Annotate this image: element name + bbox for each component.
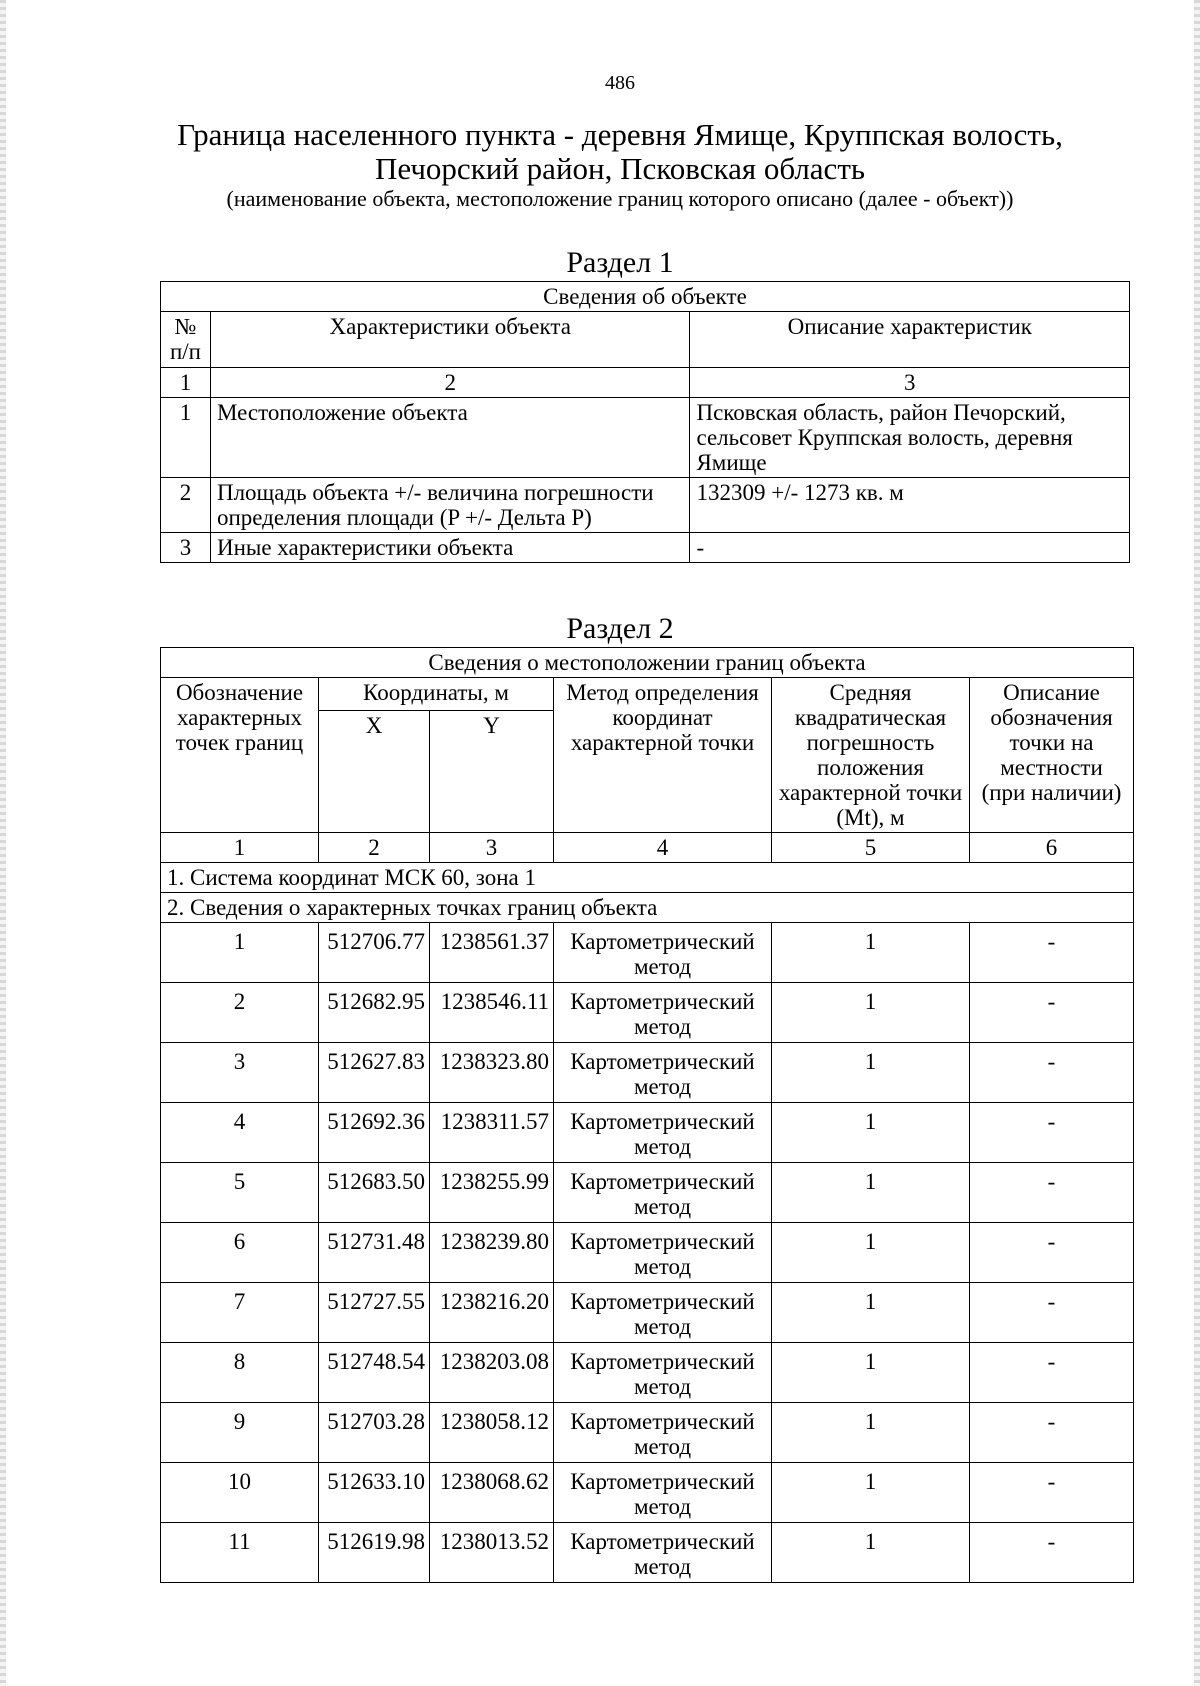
point-y: 1238239.80 xyxy=(430,1223,554,1283)
table-row xyxy=(161,398,1130,478)
point-description: - xyxy=(970,1103,1134,1163)
row-description: 132309 +/- 1273 кв. м xyxy=(690,478,1130,533)
header-mean-error: Средняя квадратическая погрешность положения характерной точки (Mt), м xyxy=(772,678,970,833)
point-method: Картометрический метод xyxy=(554,1223,772,1283)
point-description: - xyxy=(970,1283,1134,1343)
table2-colnum: 6 xyxy=(970,833,1134,863)
table-row xyxy=(161,1403,1134,1463)
point-number: 6 xyxy=(161,1223,319,1283)
point-number: 2 xyxy=(161,983,319,1043)
table-row xyxy=(161,478,1130,533)
table1-colnum-row xyxy=(161,368,1130,398)
point-description: - xyxy=(970,983,1134,1043)
point-y: 1238311.57 xyxy=(430,1103,554,1163)
point-number: 5 xyxy=(161,1163,319,1223)
header-x: X xyxy=(319,711,430,833)
point-mean-error: 1 xyxy=(772,1283,970,1343)
point-y: 1238561.37 xyxy=(430,923,554,983)
point-x: 512619.98 xyxy=(319,1523,430,1583)
point-method: Картометрический метод xyxy=(554,1403,772,1463)
points-heading: 2. Сведения о характерных точках границ объекта xyxy=(161,893,1134,923)
point-y: 1238068.62 xyxy=(430,1463,554,1523)
row-description: - xyxy=(690,533,1130,563)
object-info-table xyxy=(160,281,1130,563)
point-mean-error: 1 xyxy=(772,983,970,1043)
point-method: Картометрический метод xyxy=(554,1523,772,1583)
header-point-description: Описание обозначения точки на местности (при наличии) xyxy=(970,678,1134,833)
point-number: 3 xyxy=(161,1043,319,1103)
point-method: Картометрический метод xyxy=(554,1103,772,1163)
point-description: - xyxy=(970,1043,1134,1103)
point-mean-error: 1 xyxy=(772,1103,970,1163)
point-y: 1238546.11 xyxy=(430,983,554,1043)
point-method: Картометрический метод xyxy=(554,1343,772,1403)
table1-colnum: 3 xyxy=(690,368,1130,398)
table2-colnum: 5 xyxy=(772,833,970,863)
point-y: 1238058.12 xyxy=(430,1403,554,1463)
point-x: 512731.48 xyxy=(319,1223,430,1283)
point-x: 512706.77 xyxy=(319,923,430,983)
table1-colnum: 1 xyxy=(161,368,211,398)
table1-header-characteristic: Характеристики объекта xyxy=(210,312,690,368)
table2-colnum: 3 xyxy=(430,833,554,863)
point-x: 512627.83 xyxy=(319,1043,430,1103)
table-row xyxy=(161,1343,1134,1403)
point-method: Картометрический метод xyxy=(554,1043,772,1103)
table-row xyxy=(161,1103,1134,1163)
point-y: 1238323.80 xyxy=(430,1043,554,1103)
table-row xyxy=(161,923,1134,983)
table2-header-row xyxy=(161,678,1134,711)
point-mean-error: 1 xyxy=(772,1523,970,1583)
point-method: Картометрический метод xyxy=(554,923,772,983)
header-method: Метод определения координат характерной точки xyxy=(554,678,772,833)
table-row xyxy=(161,1523,1134,1583)
point-description: - xyxy=(970,1343,1134,1403)
table2-colnum: 2 xyxy=(319,833,430,863)
point-number: 8 xyxy=(161,1343,319,1403)
point-y: 1238216.20 xyxy=(430,1283,554,1343)
point-method: Картометрический метод xyxy=(554,983,772,1043)
point-number: 10 xyxy=(161,1463,319,1523)
document-subtitle: (наименование объекта, местоположение границ которого описано (далее - объект)) xyxy=(226,186,1014,211)
point-x: 512748.54 xyxy=(319,1343,430,1403)
table1-colnum: 2 xyxy=(210,368,690,398)
row-description: Псковская область, район Печорский, сельсовет Круппская волость, деревня Ямище xyxy=(690,398,1130,478)
point-number: 4 xyxy=(161,1103,319,1163)
point-x: 512703.28 xyxy=(319,1403,430,1463)
table1-header-description: Описание характеристик xyxy=(690,312,1130,368)
table1-caption-row xyxy=(161,282,1130,312)
table1-header-row xyxy=(161,312,1130,368)
header-point-designation: Обозначение характерных точек границ xyxy=(161,678,319,833)
title-line-1: Граница населенного пункта - деревня Ямище, Круппская волость, xyxy=(177,117,1063,152)
row-number: 2 xyxy=(161,478,211,533)
point-mean-error: 1 xyxy=(772,1223,970,1283)
row-number: 1 xyxy=(161,398,211,478)
page-number: 486 xyxy=(605,72,635,94)
point-x: 512692.36 xyxy=(319,1103,430,1163)
point-y: 1238203.08 xyxy=(430,1343,554,1403)
row-characteristic: Площадь объекта +/- величина погрешности определения площади (P +/- Дельта P) xyxy=(210,478,690,533)
table2-colnum: 1 xyxy=(161,833,319,863)
point-description: - xyxy=(970,1523,1134,1583)
point-x: 512682.95 xyxy=(319,983,430,1043)
coordinate-system-row xyxy=(161,863,1134,893)
table-row xyxy=(161,983,1134,1043)
table2-colnum: 4 xyxy=(554,833,772,863)
point-mean-error: 1 xyxy=(772,1043,970,1103)
point-x: 512633.10 xyxy=(319,1463,430,1523)
point-method: Картометрический метод xyxy=(554,1283,772,1343)
point-number: 11 xyxy=(161,1523,319,1583)
section1-heading: Раздел 1 xyxy=(566,246,674,279)
point-mean-error: 1 xyxy=(772,923,970,983)
table1-header-number: № п/п xyxy=(161,312,211,368)
point-description: - xyxy=(970,1223,1134,1283)
point-description: - xyxy=(970,923,1134,983)
point-y: 1238255.99 xyxy=(430,1163,554,1223)
point-mean-error: 1 xyxy=(772,1343,970,1403)
table1-caption: Сведения об объекте xyxy=(161,282,1130,312)
row-characteristic: Местоположение объекта xyxy=(210,398,690,478)
point-method: Картометрический метод xyxy=(554,1463,772,1523)
document-title xyxy=(0,118,1200,186)
point-x: 512727.55 xyxy=(319,1283,430,1343)
table-row xyxy=(161,1163,1134,1223)
point-y: 1238013.52 xyxy=(430,1523,554,1583)
table2-colnum-row xyxy=(161,833,1134,863)
point-description: - xyxy=(970,1403,1134,1463)
table-row xyxy=(161,1223,1134,1283)
table-row xyxy=(161,1283,1134,1343)
table-row xyxy=(161,1043,1134,1103)
section2-heading: Раздел 2 xyxy=(566,612,674,645)
row-characteristic: Иные характеристики объекта xyxy=(210,533,690,563)
point-number: 9 xyxy=(161,1403,319,1463)
point-mean-error: 1 xyxy=(772,1403,970,1463)
table2-caption: Сведения о местоположении границ объекта xyxy=(161,648,1134,678)
point-number: 1 xyxy=(161,923,319,983)
row-number: 3 xyxy=(161,533,211,563)
coordinate-system: 1. Система координат МСК 60, зона 1 xyxy=(161,863,1134,893)
point-number: 7 xyxy=(161,1283,319,1343)
table-row xyxy=(161,533,1130,563)
point-mean-error: 1 xyxy=(772,1163,970,1223)
header-y: Y xyxy=(430,711,554,833)
title-line-2: Печорский район, Псковская область xyxy=(374,151,866,186)
point-x: 512683.50 xyxy=(319,1163,430,1223)
point-description: - xyxy=(970,1463,1134,1523)
table-row xyxy=(161,1463,1134,1523)
point-description: - xyxy=(970,1163,1134,1223)
point-mean-error: 1 xyxy=(772,1463,970,1523)
points-heading-row xyxy=(161,893,1134,923)
table2-caption-row xyxy=(161,648,1134,678)
header-coordinates: Координаты, м xyxy=(319,678,554,711)
boundary-points-table xyxy=(160,647,1134,1583)
point-method: Картометрический метод xyxy=(554,1163,772,1223)
